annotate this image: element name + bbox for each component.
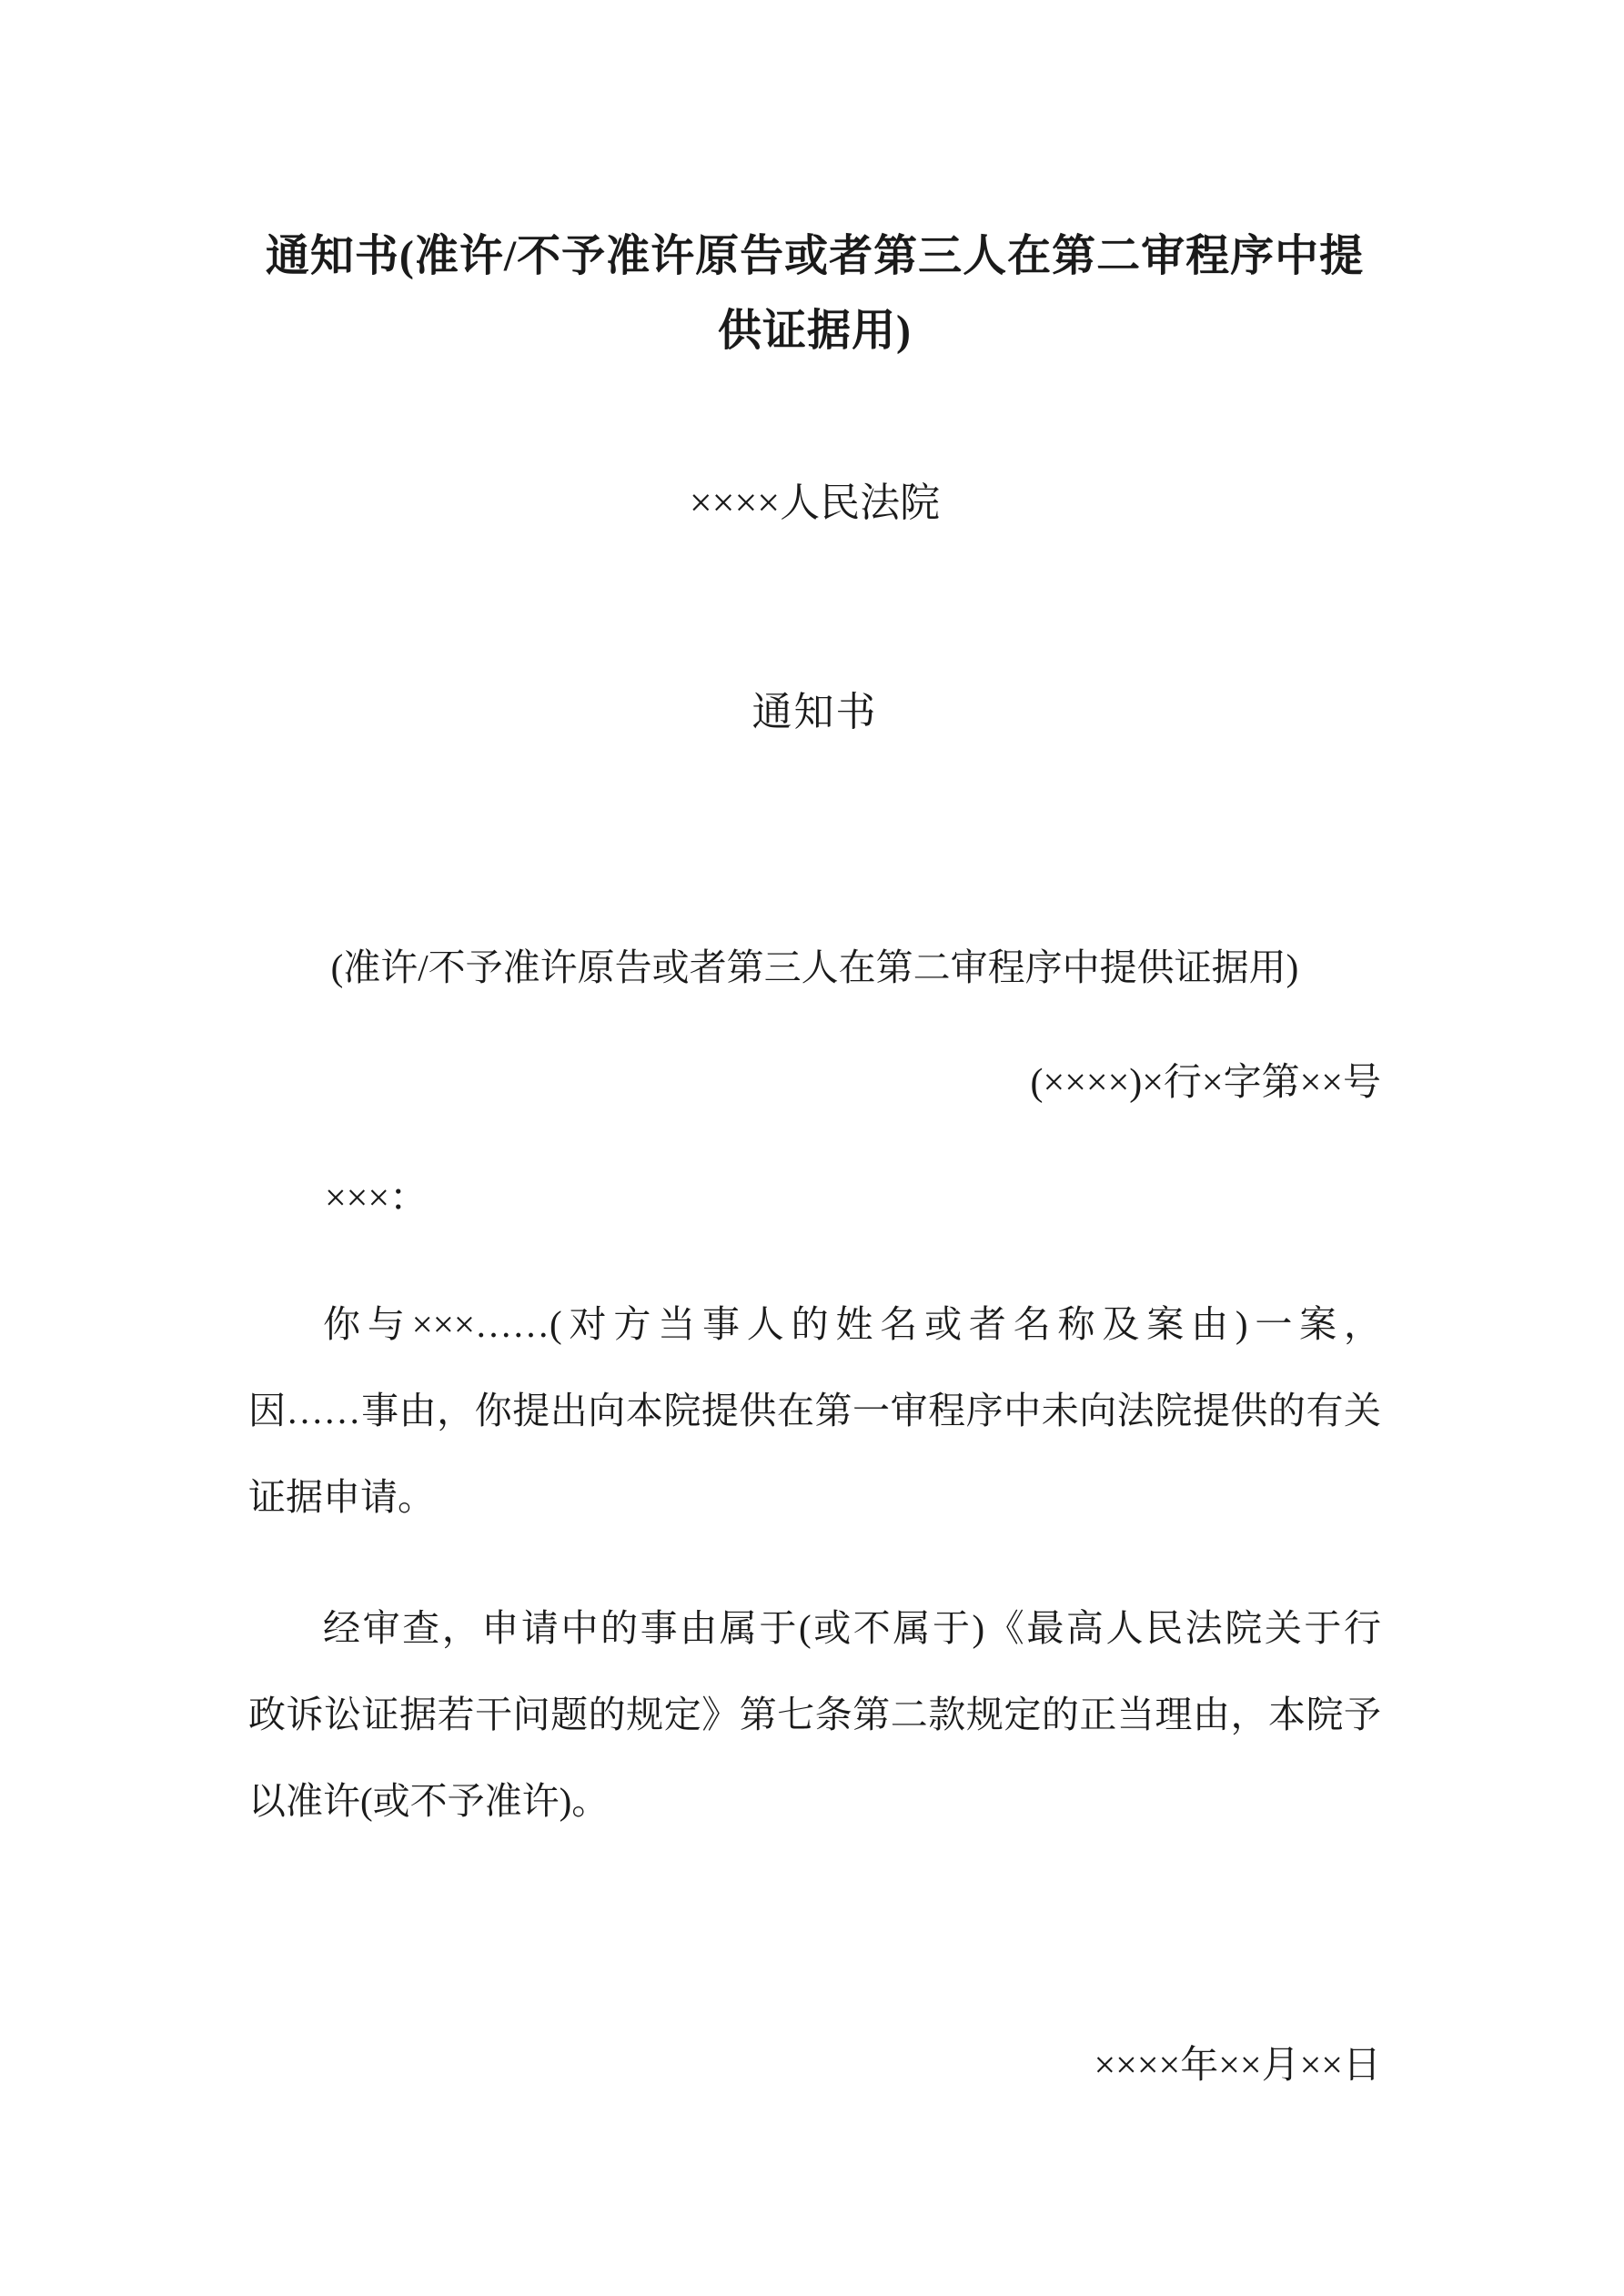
document-content — [248, 0, 1381, 2095]
paragraph-1 — [248, 1281, 1381, 1541]
paragraph-2-line-1: 经审查，申请中的事由属于(或不属于)《最高人民法院关于行 — [323, 1607, 1381, 1649]
paragraph-2-line-2: 政诉讼证据若干问题的规定》第七条第二款规定的正当理由，本院予 — [248, 1694, 1381, 1735]
date-line: ××××年××月××日 — [1094, 2045, 1381, 2087]
doc-type-heading: 通知书 — [751, 690, 878, 734]
paragraph-1-line-2: 因……事由，你提出向本院提供在第一审程序中未向法院提供的有关 — [248, 1390, 1381, 1431]
court-name: ××××人民法院 — [689, 480, 941, 525]
paragraph-2-line-3: 以准许(或不予准许)。 — [248, 1780, 610, 1822]
document-title-line1: 通知书(准许/不予准许原告或者第三人在第二审程序中提 — [265, 232, 1365, 280]
paragraph-1-line-1: 你与×××……(对方当事人的姓名或者名称及案由)一案， — [323, 1303, 1381, 1345]
paragraph-1-line-3: 证据申请。 — [248, 1476, 435, 1518]
document-title-line2: 供证据用) — [718, 307, 912, 355]
document-subtitle: (准许/不予准许原告或者第三人在第二审程序中提供证据用) — [330, 946, 1299, 988]
case-number: (××××)×行×字第××号 — [1030, 1062, 1381, 1104]
recipient-salutation: ×××： — [325, 1178, 429, 1219]
document-title — [248, 0, 1381, 369]
paragraph-2 — [248, 1585, 1381, 1845]
